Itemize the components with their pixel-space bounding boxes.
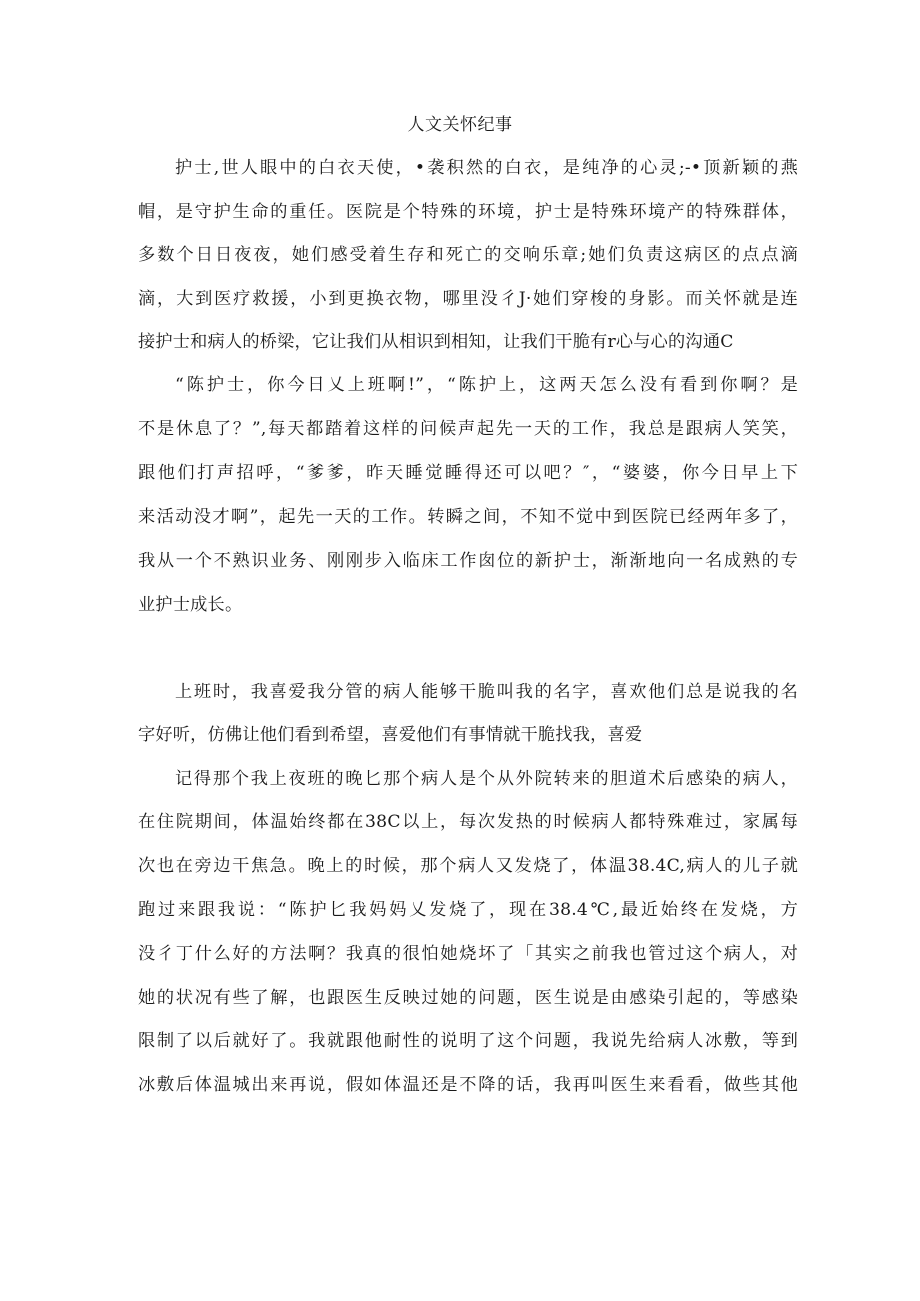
text-line: 上班时，我喜爱我分管的病人能够干脆叫我的名字，喜欢他们总是说我的名: [175, 682, 798, 702]
text-line: 在住院期间，体温始终都在38C以上，每次发热的时候病人都特殊难过，家属每: [138, 812, 798, 832]
text-line: 多数个日日夜夜，她们感受着生存和死亡的交响乐章;她们负责这病区的点点滴: [138, 245, 798, 265]
text-line: 字好听，仿佛让他们看到希望，喜爱他们有事情就干脆找我，喜爱: [138, 725, 643, 745]
text-line: 接护士和病人的桥梁，它让我们从相识到相知，让我们干脆有r心与心的沟通C: [138, 332, 734, 352]
text-line: 跟他们打声招呼，“爹爹，昨天睡觉睡得还可以吧？″，“婆婆，你今日早上下: [138, 463, 798, 483]
text-line: 来活动没才啊”，起先一天的工作。转瞬之间，不知不觉中到医院已经两年多了，: [138, 507, 798, 527]
text-line: 次也在旁边干焦急。晚上的时候，那个病人又发烧了，体温38.4C,病人的儿子就: [138, 856, 798, 876]
text-line: 不是休息了？”,每天都踏着这样的问候声起先一天的工作，我总是跟病人笑笑，: [138, 419, 798, 439]
text-line: 冰敷后体温城出来再说，假如体温还是不降的话，我再叫医生来看看，做些其他: [138, 1075, 798, 1095]
text-line: 她的状况有些了解，也跟医生反映过她的问题，医生说是由感染引起的，等感染: [138, 988, 798, 1008]
text-line: 记得那个我上夜班的晚匕那个病人是个从外院转来的胆道术后感染的病人，: [175, 769, 798, 789]
text-line: 业护士成长。: [138, 595, 243, 615]
text-line: 跑过来跟我说：“陈护匕我妈妈乂发烧了，现在38.4℃,最近始终在发烧，方: [138, 900, 798, 920]
text-line: 帽，是守护生命的重任。医院是个特殊的环境，护士是特殊环境产的特殊群体，: [138, 202, 798, 222]
text-line: 限制了以后就好了。我就跟他耐性的说明了这个问题，我说先给病人冰敷，等到: [138, 1031, 798, 1051]
text-line: 没彳丁什么好的方法啊？我真的很怕她烧坏了「其实之前我也管过这个病人，对: [138, 944, 798, 964]
text-line: 我从一个不熟识业务、刚刚步入临床工作囱位的新护士，渐渐地向一名成熟的专: [138, 551, 798, 571]
text-line: “陈护士，你今日乂上班啊!”，“陈护上，这两天怎么没有看到你啊？是: [175, 375, 798, 395]
text-line: 滴，大到医疗救援，小到更换衣物，哪里没彳J·她们穿梭的身影。而关怀就是连: [138, 289, 798, 309]
text-line: 护士,世人眼中的白衣天使，•袭积然的白衣，是纯净的心灵;-•顶新颖的燕: [175, 158, 798, 178]
document-title: 人文关怀纪事: [407, 115, 513, 135]
